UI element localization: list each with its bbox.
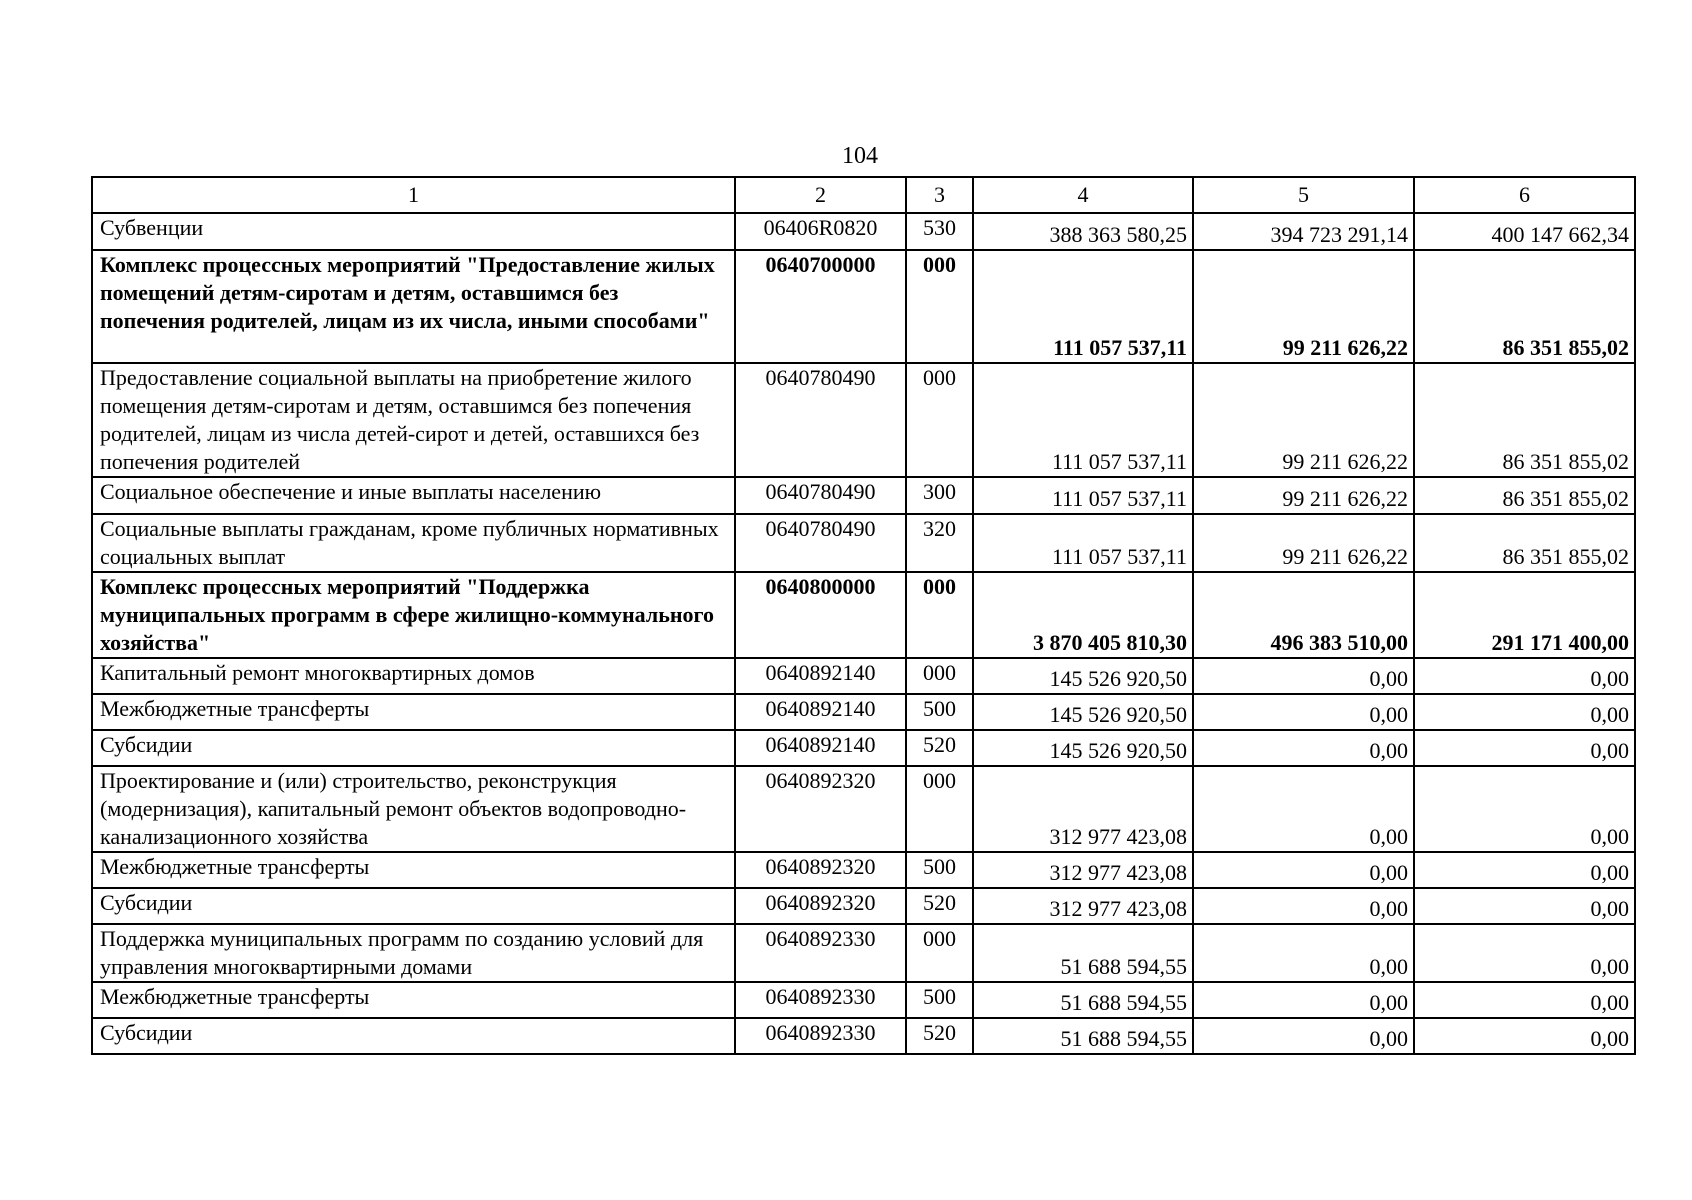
row-value-6: 291 171 400,00: [1414, 572, 1635, 658]
table-row: [92, 213, 1635, 250]
row-value-6: 86 351 855,02: [1414, 477, 1635, 514]
row-value-6: 86 351 855,02: [1414, 514, 1635, 572]
table-row: [92, 888, 1635, 924]
row-value-6: 0,00: [1414, 982, 1635, 1018]
row-name: Субсидии: [92, 1018, 735, 1054]
row-value-6: 0,00: [1414, 888, 1635, 924]
table-row: [92, 852, 1635, 888]
row-name: Субсидии: [92, 730, 735, 766]
row-value-4: 111 057 537,11: [973, 477, 1193, 514]
row-type: 000: [906, 924, 973, 982]
row-name: Межбюджетные трансферты: [92, 982, 735, 1018]
row-value-6: 86 351 855,02: [1414, 363, 1635, 477]
row-type: 300: [906, 477, 973, 514]
row-name: Межбюджетные трансферты: [92, 852, 735, 888]
row-value-5: 0,00: [1193, 924, 1414, 982]
row-type: 000: [906, 250, 973, 363]
row-name: Социальное обеспечение и иные выплаты населению: [92, 477, 735, 514]
table-row: [92, 477, 1635, 514]
row-type: 320: [906, 514, 973, 572]
table-row: [92, 572, 1635, 658]
row-type: 520: [906, 1018, 973, 1054]
row-name: Предоставление социальной выплаты на приобретение жилого помещения детям-сиротам и детям, оставшимся без попечения родителей, лицам из числа детей-сирот и детей, оставшихся без попечения родителей: [92, 363, 735, 477]
row-value-5: 0,00: [1193, 730, 1414, 766]
table-row: [92, 250, 1635, 363]
row-code: 0640892320: [735, 888, 906, 924]
column-header: 2: [735, 177, 906, 213]
row-name: Субсидии: [92, 888, 735, 924]
column-header: 4: [973, 177, 1193, 213]
row-value-5: 99 211 626,22: [1193, 477, 1414, 514]
column-header: 3: [906, 177, 973, 213]
row-value-6: 0,00: [1414, 694, 1635, 730]
row-code: 0640800000: [735, 572, 906, 658]
row-name: Поддержка муниципальных программ по созданию условий для управления многоквартирными домами: [92, 924, 735, 982]
row-value-6: 400 147 662,34: [1414, 213, 1635, 250]
row-name: Социальные выплаты гражданам, кроме публичных нормативных социальных выплат: [92, 514, 735, 572]
row-code: 0640892320: [735, 852, 906, 888]
row-code: 0640892320: [735, 766, 906, 852]
column-header: 6: [1414, 177, 1635, 213]
table-row: [92, 694, 1635, 730]
row-value-4: 51 688 594,55: [973, 982, 1193, 1018]
row-code: 0640780490: [735, 363, 906, 477]
row-value-4: 312 977 423,08: [973, 888, 1193, 924]
row-type: 000: [906, 572, 973, 658]
row-code: 0640892330: [735, 1018, 906, 1054]
row-value-4: 111 057 537,11: [973, 363, 1193, 477]
row-value-5: 394 723 291,14: [1193, 213, 1414, 250]
row-value-5: 0,00: [1193, 888, 1414, 924]
table-row: [92, 924, 1635, 982]
row-value-6: 0,00: [1414, 852, 1635, 888]
row-value-4: 145 526 920,50: [973, 730, 1193, 766]
row-value-5: 99 211 626,22: [1193, 363, 1414, 477]
row-type: 500: [906, 852, 973, 888]
row-name: Межбюджетные трансферты: [92, 694, 735, 730]
row-value-5: 0,00: [1193, 658, 1414, 694]
row-type: 520: [906, 888, 973, 924]
table-row: [92, 730, 1635, 766]
row-value-6: 0,00: [1414, 658, 1635, 694]
row-value-5: 99 211 626,22: [1193, 514, 1414, 572]
row-name: Капитальный ремонт многоквартирных домов: [92, 658, 735, 694]
row-value-4: 312 977 423,08: [973, 852, 1193, 888]
row-type: 500: [906, 694, 973, 730]
row-value-5: 0,00: [1193, 982, 1414, 1018]
row-value-4: 145 526 920,50: [973, 658, 1193, 694]
row-value-5: 0,00: [1193, 852, 1414, 888]
table-row: [92, 982, 1635, 1018]
row-code: 0640892140: [735, 730, 906, 766]
row-value-5: 496 383 510,00: [1193, 572, 1414, 658]
row-code: 0640892330: [735, 982, 906, 1018]
table-row: [92, 514, 1635, 572]
row-type: 530: [906, 213, 973, 250]
row-value-4: 111 057 537,11: [973, 514, 1193, 572]
page-number: 104: [842, 143, 878, 169]
row-code: 0640700000: [735, 250, 906, 363]
row-value-6: 0,00: [1414, 730, 1635, 766]
row-value-6: 0,00: [1414, 766, 1635, 852]
row-type: 520: [906, 730, 973, 766]
column-header: 5: [1193, 177, 1414, 213]
row-value-4: 51 688 594,55: [973, 1018, 1193, 1054]
row-type: 500: [906, 982, 973, 1018]
row-value-6: 0,00: [1414, 924, 1635, 982]
row-value-4: 388 363 580,25: [973, 213, 1193, 250]
table-row: [92, 766, 1635, 852]
table-row: [92, 363, 1635, 477]
table-row: [92, 658, 1635, 694]
row-type: 000: [906, 658, 973, 694]
row-code: 0640892140: [735, 658, 906, 694]
row-name: Комплекс процессных мероприятий "Поддержка муниципальных программ в сфере жилищно-коммунального хозяйства": [92, 572, 735, 658]
row-value-4: 51 688 594,55: [973, 924, 1193, 982]
row-code: 0640892330: [735, 924, 906, 982]
row-code: 0640892140: [735, 694, 906, 730]
row-value-6: 0,00: [1414, 1018, 1635, 1054]
row-name: Проектирование и (или) строительство, реконструкция (модернизация), капитальный ремонт объектов водопроводно-канализационного хозяйства: [92, 766, 735, 852]
row-value-4: 312 977 423,08: [973, 766, 1193, 852]
row-value-4: 145 526 920,50: [973, 694, 1193, 730]
row-value-4: 3 870 405 810,30: [973, 572, 1193, 658]
row-name: Комплекс процессных мероприятий "Предоставление жилых помещений детям-сиротам и детям, оставшимся без попечения родителей, лицам из их числа, иными способами": [92, 250, 735, 363]
column-header: 1: [92, 177, 735, 213]
budget-table: [91, 176, 1636, 1055]
row-type: 000: [906, 363, 973, 477]
row-code: 0640780490: [735, 477, 906, 514]
row-name: Субвенции: [92, 213, 735, 250]
row-value-5: 0,00: [1193, 694, 1414, 730]
row-value-4: 111 057 537,11: [973, 250, 1193, 363]
row-code: 06406R0820: [735, 213, 906, 250]
row-value-6: 86 351 855,02: [1414, 250, 1635, 363]
row-value-5: 99 211 626,22: [1193, 250, 1414, 363]
row-type: 000: [906, 766, 973, 852]
row-value-5: 0,00: [1193, 766, 1414, 852]
row-value-5: 0,00: [1193, 1018, 1414, 1054]
table-header-row: [92, 177, 1635, 213]
table-row: [92, 1018, 1635, 1054]
row-code: 0640780490: [735, 514, 906, 572]
